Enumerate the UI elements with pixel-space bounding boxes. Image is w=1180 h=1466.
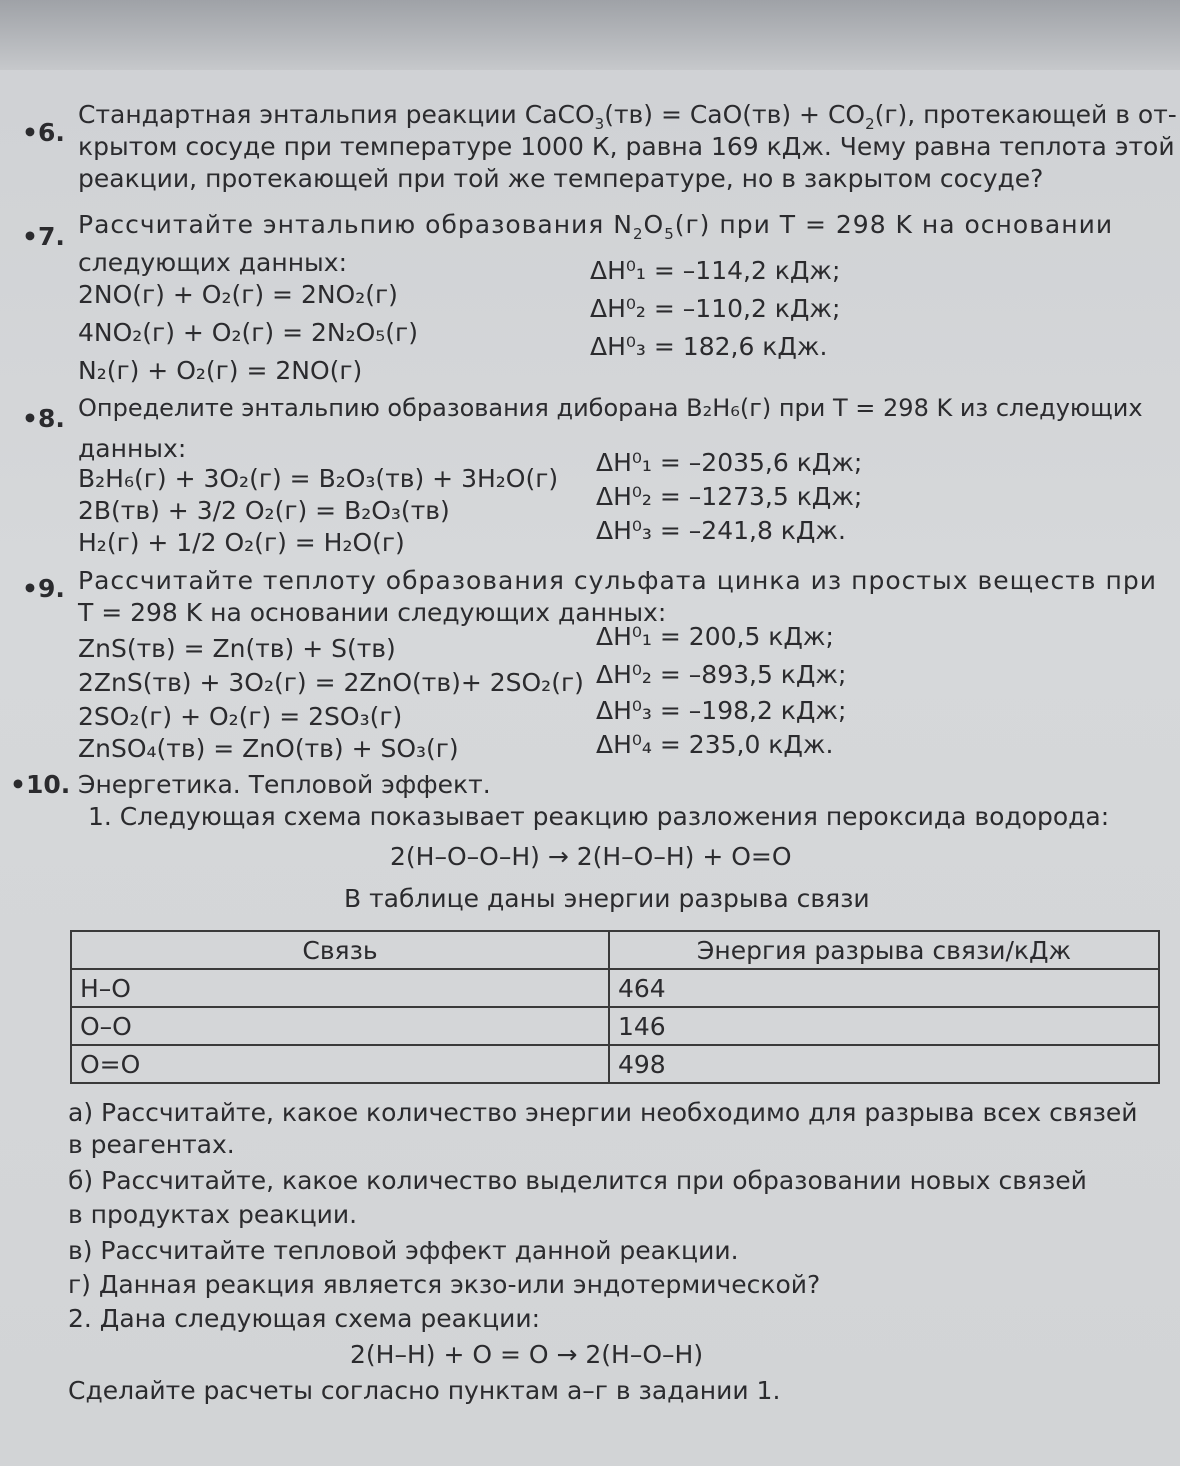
task-8-reaction-2: 2B(тв) + 3/2 O₂(г) = B₂O₃(тв): [78, 496, 450, 525]
bond-cell: O=O: [71, 1045, 609, 1083]
task-7-enthalpy-1: ΔH⁰₁ = –114,2 кДж;: [590, 256, 841, 285]
task-8-number: •8.: [22, 404, 65, 433]
task-7-sub-2: 5: [664, 225, 675, 243]
task-10-equation-1: 2(H–O–O–H) → 2(H–O–H) + O=O: [390, 842, 792, 871]
task-6-sub-a: 3: [594, 115, 605, 133]
energy-cell: 146: [609, 1007, 1159, 1045]
bond-cell: O–O: [71, 1007, 609, 1045]
task-10-title: Энергетика. Тепловой эффект.: [78, 770, 491, 799]
task-7-number: •7.: [22, 222, 65, 251]
task-6-text-a: Стандартная энтальпия реакции CaCO: [78, 100, 595, 129]
task-7-enthalpy-2: ΔH⁰₂ = –110,2 кДж;: [590, 294, 841, 323]
task-10-part-1: 1. Следующая схема показывает реакцию разложения пероксида водорода:: [88, 802, 1110, 831]
task-7-reaction-3: N₂(г) + O₂(г) = 2NO(г): [78, 356, 363, 385]
task-9-line-1: Рассчитайте теплоту образования сульфата цинка из простых веществ при: [78, 566, 1157, 595]
bond-cell: H–O: [71, 969, 609, 1007]
task-9-reaction-2: 2ZnS(тв) + 3O₂(г) = 2ZnO(тв)+ 2SO₂(г): [78, 668, 584, 697]
task-8-enthalpy-1: ΔH⁰₁ = –2035,6 кДж;: [596, 448, 863, 477]
task-9-reaction-4: ZnSO₄(тв) = ZnO(тв) + SO₃(г): [78, 734, 459, 763]
table-row: [71, 969, 1159, 1007]
task-6-line-1: [78, 100, 1177, 133]
task-10-part-2: 2. Дана следующая схема реакции:: [68, 1304, 540, 1333]
question-a-line-1: а) Рассчитайте, какое количество энергии необходимо для разрыва всех связей: [68, 1098, 1138, 1127]
question-a-line-2: в реагентах.: [68, 1130, 235, 1159]
task-9-enthalpy-2: ΔH⁰₂ = –893,5 кДж;: [596, 660, 847, 689]
task-6-text-e: (г), протекающей в от-: [874, 100, 1177, 129]
task-7-line-1: [78, 210, 1114, 243]
task-6-number: •6.: [22, 118, 65, 147]
task-6-line-2: крытом сосуде при температуре 1000 К, равна 169 кДж. Чему равна теплота этой: [78, 132, 1175, 161]
table-row: [71, 1007, 1159, 1045]
task-7-line-2: следующих данных:: [78, 248, 348, 277]
table-header-row: [71, 931, 1159, 969]
question-d: г) Данная реакция является экзо-или эндотермической?: [68, 1270, 821, 1299]
task-7-sub-1: 2: [633, 225, 644, 243]
task-6-sub-b: 2: [865, 115, 875, 133]
task-9-enthalpy-1: ΔH⁰₁ = 200,5 кДж;: [596, 622, 834, 651]
task-7-text-a: Рассчитайте энтальпию образования N: [78, 210, 633, 239]
question-b-line-1: б) Рассчитайте, какое количество выделится при образовании новых связей: [68, 1166, 1087, 1195]
task-7-enthalpy-3: ΔH⁰₃ = 182,6 кДж.: [590, 332, 828, 361]
task-8-line-1: Определите энтальпию образования диборана B₂H₆(г) при T = 298 K из следующих: [78, 394, 1143, 422]
column-header-bond: Связь: [71, 931, 609, 969]
task-8-line-2: данных:: [78, 434, 187, 463]
task-8-enthalpy-3: ΔH⁰₃ = –241,8 кДж.: [596, 516, 846, 545]
task-8-reaction-1: B₂H₆(г) + 3O₂(г) = B₂O₃(тв) + 3H₂O(г): [78, 464, 559, 493]
task-7-reaction-2: 4NO₂(г) + O₂(г) = 2N₂O₅(г): [78, 318, 418, 347]
page-top-shadow: [0, 0, 1180, 70]
task-9-number: •9.: [22, 574, 65, 603]
question-c: в) Рассчитайте тепловой эффект данной реакции.: [68, 1236, 739, 1265]
bond-energy-table: [70, 930, 1160, 1084]
task-8-enthalpy-2: ΔH⁰₂ = –1273,5 кДж;: [596, 482, 863, 511]
task-9-reaction-1: ZnS(тв) = Zn(тв) + S(тв): [78, 634, 396, 663]
task-6-text-c: (тв) = CaO(тв) + CO: [604, 100, 866, 129]
task-9-line-2: T = 298 K на основании следующих данных:: [78, 598, 667, 627]
task-10-number: •10.: [10, 770, 71, 799]
question-b-line-2: в продуктах реакции.: [68, 1200, 358, 1229]
task-6-line-3: реакции, протекающей при той же температуре, но в закрытом сосуде?: [78, 164, 1044, 193]
column-header-energy: Энергия разрыва связи/кДж: [609, 931, 1159, 969]
energy-cell: 464: [609, 969, 1159, 1007]
task-9-enthalpy-4: ΔH⁰₄ = 235,0 кДж.: [596, 730, 834, 759]
table-caption: В таблице даны энергии разрыва связи: [344, 884, 870, 913]
final-instruction: Сделайте расчеты согласно пунктам а–г в задании 1.: [68, 1376, 781, 1405]
task-7-reaction-1: 2NO(г) + O₂(г) = 2NO₂(г): [78, 280, 398, 309]
table-row: [71, 1045, 1159, 1083]
task-9-reaction-3: 2SO₂(г) + O₂(г) = 2SO₃(г): [78, 702, 403, 731]
task-7-text-b: (г) при T = 298 K на основании: [674, 210, 1114, 239]
task-7-text-o: O: [643, 210, 665, 239]
energy-cell: 498: [609, 1045, 1159, 1083]
task-9-enthalpy-3: ΔH⁰₃ = –198,2 кДж;: [596, 696, 847, 725]
task-10-equation-2: 2(H–H) + O = O → 2(H–O–H): [350, 1340, 704, 1369]
task-8-reaction-3: H₂(г) + 1/2 O₂(г) = H₂O(г): [78, 528, 405, 557]
